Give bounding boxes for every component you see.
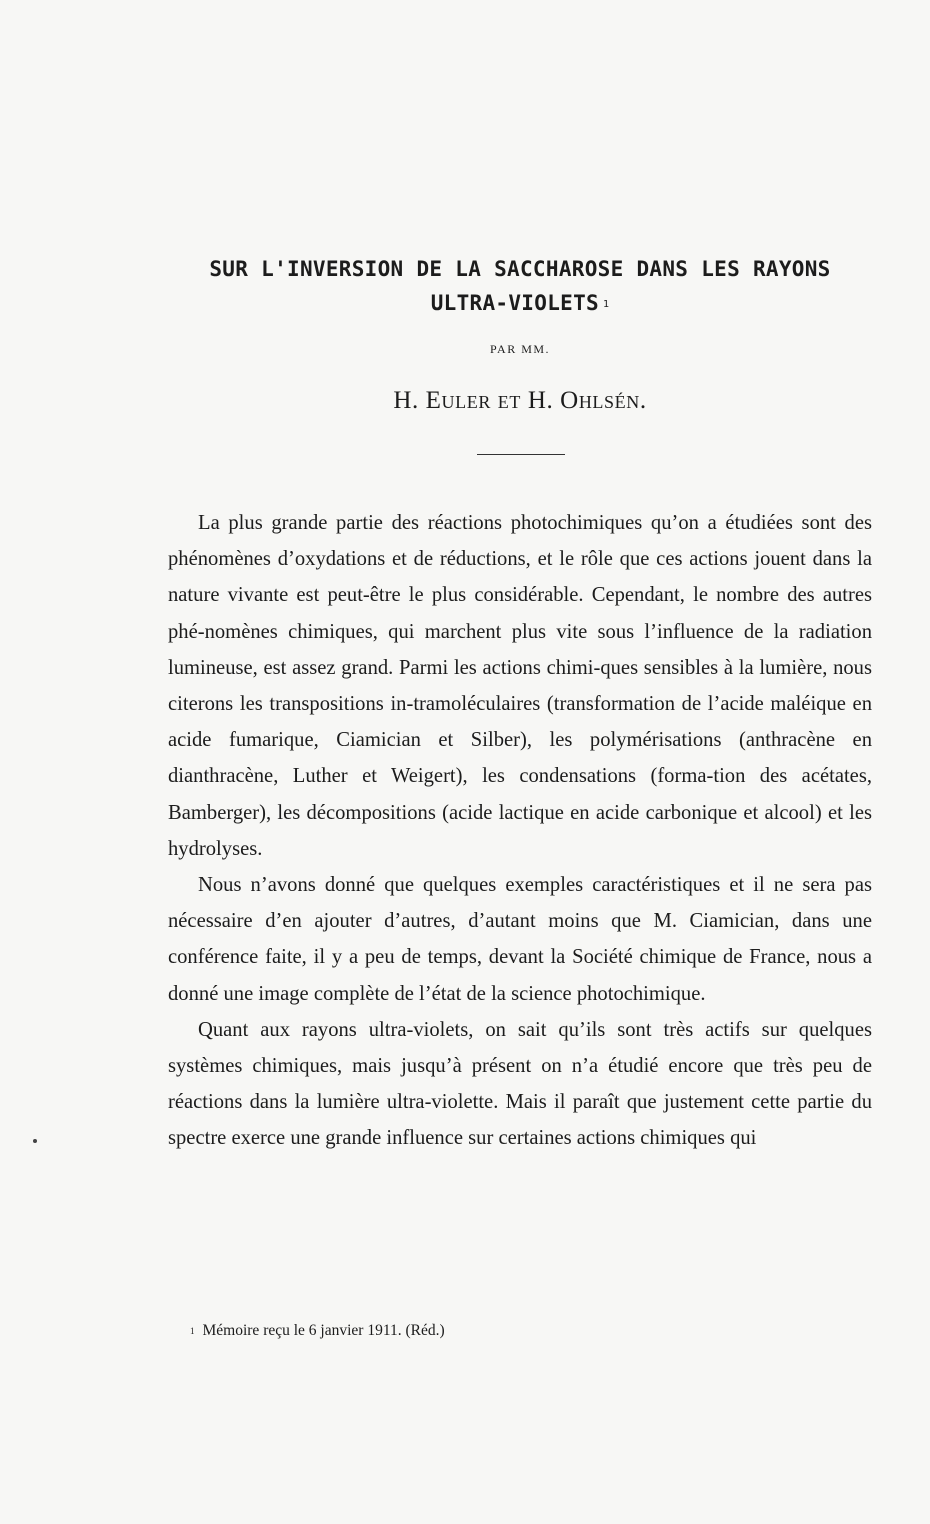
- article-title: [150, 252, 890, 320]
- title-separator-rule: [477, 454, 565, 455]
- paragraph-2: Nous n’avons donné que quelques exemples caractéristiques et il ne sera pas nécessaire d’en ajouter d’autres, d’autant moins que M. Ciamician, dans une conférence faite, il y a peu de temps, devant la Société chimique de France, nous a donné une image complète de l’état de la science photochimique.: [168, 874, 872, 1005]
- paragraph-1: La plus grande partie des réactions photochimiques qu’on a étudiées sont des phénomènes d’oxydations et de réductions, et le rôle que ces actions jouent dans la nature vivante est peut-être le plus considérable. Cependant, le nombre des autres phé-nomènes chimiques, qui marchent plus vite sous l’influence de la radiation lumineuse, est assez grand. Parmi les actions chimi-ques sensibles à la lumière, nous citerons les transpositions in-tramoléculaires (transformation de l’acide maléique en acide fumarique, Ciamician et Silber), les polymérisations (anthracène en dianthracène, Luther et Weigert), les condensations (forma-tion des acétates, Bamberger), les décompositions (acide lactique en acide carbonique et alcool) et les hydrolyses.: [168, 512, 872, 860]
- body-text: [168, 505, 872, 1157]
- footnote: [190, 1321, 445, 1341]
- title-line-2: [150, 286, 890, 320]
- footnote-marker: 1: [190, 1326, 195, 1336]
- footnote-text: Mémoire reçu le 6 janvier 1911. (Réd.): [202, 1322, 445, 1339]
- title-line-2-text: ULTRA-VIOLETS: [430, 291, 599, 315]
- authors: H. Euler et H. Ohlsén.: [393, 387, 647, 414]
- byline-prefix: PAR MM.: [489, 342, 551, 356]
- paragraph-3: Quant aux rayons ultra-violets, on sait qu’ils sont très actifs sur quelques systèmes chimiques, mais jusqu’à présent on n’a étudié encore que très peu de réactions dans la lumière ultra-violette. Mais il paraît que justement cette partie du spectre exerce une grande influence sur certaines actions chimiques qui: [168, 1018, 872, 1150]
- title-line-1: SUR L'INVERSION DE LA SACCHAROSE DANS LES RAYONS: [209, 257, 831, 281]
- title-footnote-marker: 1: [602, 299, 610, 310]
- scan-speck: [33, 1139, 37, 1143]
